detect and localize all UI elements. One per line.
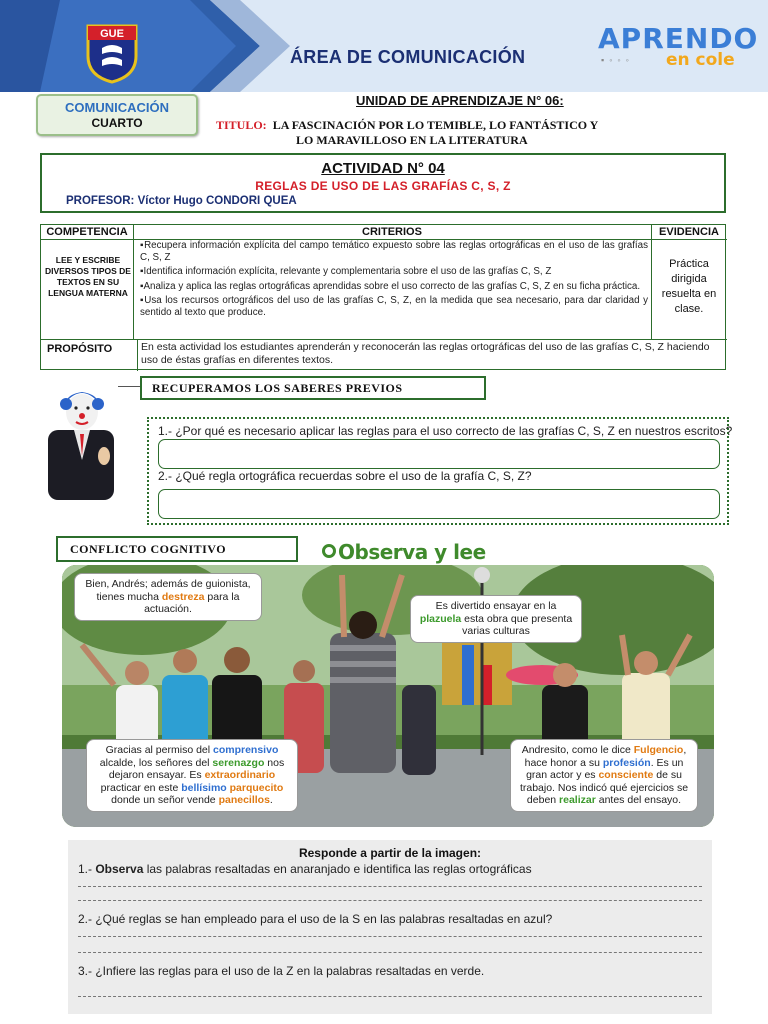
criterio-item: ▪Usa los recursos ortográficos del uso de las grafías C, S, Z, en la medida que sea necesario, para dar claridad y sentido al texto que produce. [140, 294, 648, 319]
speech-bubble-4 [510, 739, 698, 812]
unit-heading: UNIDAD DE APRENDIZAJE N° 06: [356, 93, 564, 108]
proposito-label: PROPÓSITO [47, 343, 113, 355]
highlight-blue: bellísimo [181, 781, 227, 794]
header-competencia: COMPETENCIA [41, 225, 133, 240]
teacher-name: Víctor Hugo CONDORI QUEA [137, 195, 297, 207]
area-title: ÁREA DE COMUNICACIÓN [290, 47, 526, 67]
responde-title: Responde a partir de la imagen: [298, 846, 482, 860]
proposito-text: En esta actividad los estudiantes aprenderán y reconocerán las reglas ortográficas del uso de las grafías C, S, Z haciendo uso de éstas grafías en diferentes textos. [141, 341, 710, 366]
responde-question-2: 2.- ¿Qué reglas se han empleado para el uso de la S en las palabras resaltadas en azul? [78, 912, 553, 926]
bubble-text: de su trabajo. Nos indicó qué ejercicios se deben [519, 769, 689, 806]
observa-y-lee-title [322, 540, 486, 564]
subject-badge [36, 94, 198, 136]
highlight-blue: profesión [602, 756, 651, 769]
answer-field-2[interactable] [158, 489, 720, 519]
subject-label: COMUNICACIÓN [65, 100, 169, 115]
answer-line[interactable] [78, 996, 702, 997]
saberes-question-1: 1.- ¿Por qué es necesario aplicar las reglas para el uso correcto de las grafías C, S, Z en nuestros escritos? [158, 424, 733, 438]
table-divider [137, 339, 138, 371]
responde-section [68, 840, 712, 1014]
highlight-green: realizar [559, 794, 596, 806]
speech-bubble-3 [86, 739, 298, 812]
conflicto-heading: CONFLICTO COGNITIVO [56, 536, 298, 562]
bubble-text: Andresito, como le dice [521, 744, 634, 756]
header-evidencia: EVIDENCIA [651, 225, 727, 240]
bubble-text: nos dejaron ensayar. Es [108, 756, 285, 781]
highlight-orange: destreza [161, 590, 205, 603]
answer-line[interactable] [78, 900, 702, 901]
bubble-text: Bien, Andrés; además de guionista, tienes mucha [85, 578, 251, 603]
activity-subtitle: REGLAS DE USO DE LAS GRAFÍAS C, S, Z [255, 179, 511, 193]
bubble-text: alcalde, los señores del [99, 756, 213, 769]
header-criterios: CRITERIOS [133, 225, 651, 240]
speech-bubble-2 [410, 595, 582, 643]
unit-title-line2: LO MARAVILLOSO EN LA LITERATURA [296, 133, 528, 147]
competencia-cell: LEE Y ESCRIBE DIVERSOS TIPOS DE TEXTOS EN SU LENGUA MATERNA [45, 255, 131, 298]
bubble-text: . Es un gran actor y es [526, 756, 684, 781]
teacher-line [66, 195, 297, 207]
bubble-text: antes del ensayo. [595, 794, 682, 806]
highlight-orange: extraordinario [204, 769, 276, 781]
unit-title-label: TITULO: [216, 118, 267, 132]
answer-field-1[interactable] [158, 439, 720, 469]
table-divider [133, 225, 134, 339]
bubble-text: Es divertido ensayar en la [435, 600, 557, 612]
responde-question-1 [78, 862, 532, 876]
eye-icon [322, 544, 336, 558]
responde-question-3: 3.- ¿Infiere las reglas para el uso de la Z en la palabras resaltadas en verde. [78, 964, 485, 978]
criterio-item: ▪Identifica información explícita, relevante y complementaria sobre el uso de las grafías C, S, Z [140, 266, 552, 278]
highlight-blue: comprensivo [213, 744, 279, 756]
bubble-text: para la actuación. [144, 590, 240, 615]
saberes-heading: RECUPERAMOS LOS SABERES PREVIOS [140, 376, 486, 400]
page-header [0, 0, 768, 92]
answer-line[interactable] [78, 936, 702, 937]
school-shield-logo [82, 20, 142, 84]
activity-title: ACTIVIDAD N° 04 [321, 160, 445, 177]
teacher-label: PROFESOR: [66, 195, 135, 207]
bubble-text: esta obra que presenta varias culturas [461, 612, 573, 637]
saberes-question-2: 2.- ¿Qué regla ortográfica recuerdas sobre el uso de la grafía C, S, Z? [158, 469, 532, 483]
criterios-cell [140, 240, 648, 321]
brand-logo-aprendo: APRENDO [598, 22, 759, 55]
highlight-orange: consciente [598, 769, 654, 781]
speech-bubble-1 [74, 573, 262, 621]
table-divider [41, 339, 727, 340]
competency-table [40, 224, 726, 370]
grade-label: CUARTO [91, 116, 143, 130]
highlight-orange: panecillos [218, 794, 270, 806]
bubble-text: . [269, 794, 273, 806]
answer-line[interactable] [78, 952, 702, 953]
question-text: las palabras resaltadas en anaranjado e identifica las reglas ortográficas [143, 862, 532, 876]
activity-box [40, 153, 726, 213]
unit-title-line1: LA FASCINACIÓN POR LO TEMIBLE, LO FANTÁSTICO Y [272, 118, 599, 132]
students-park-photo [62, 565, 714, 827]
highlight-green: plazuela [419, 612, 462, 625]
svg-text:GUE: GUE [100, 28, 124, 40]
bubble-text: practicar en este [100, 781, 182, 794]
question-keyword: Observa [95, 862, 144, 876]
table-divider [651, 225, 652, 339]
unit-title [216, 118, 636, 148]
highlight-orange: parquecito [229, 781, 284, 794]
question-number: 1.- [78, 862, 96, 876]
observa-label: Observa y lee [338, 540, 486, 564]
bubble-text: , hace honor a su [524, 744, 687, 769]
highlight-green: serenazgo [212, 756, 265, 769]
criterio-item: ▪Analiza y aplica las reglas ortográficas aprendidas sobre el uso correcto de las grafías C, S, Z en su ficha práctica. [140, 280, 641, 292]
bubble-text: Gracias al permiso del [105, 744, 213, 756]
answer-line[interactable] [78, 886, 702, 887]
evidencia-cell: Práctica dirigida resuelta en clase. [661, 258, 717, 315]
criterio-item: ▪Recupera información explícita del campo temático expuesto sobre las reglas ortográficas en el uso de las grafías C, S, Z [140, 240, 648, 264]
brand-logo-en-cole: en cole [666, 50, 735, 70]
highlight-orange: Fulgencio [633, 744, 684, 756]
clown-teacher-illustration [44, 386, 120, 500]
connector-line [118, 386, 140, 387]
bubble-text: donde un señor vende [111, 794, 219, 806]
brand-dots-icon: ▪◦◦◦ [601, 55, 634, 65]
